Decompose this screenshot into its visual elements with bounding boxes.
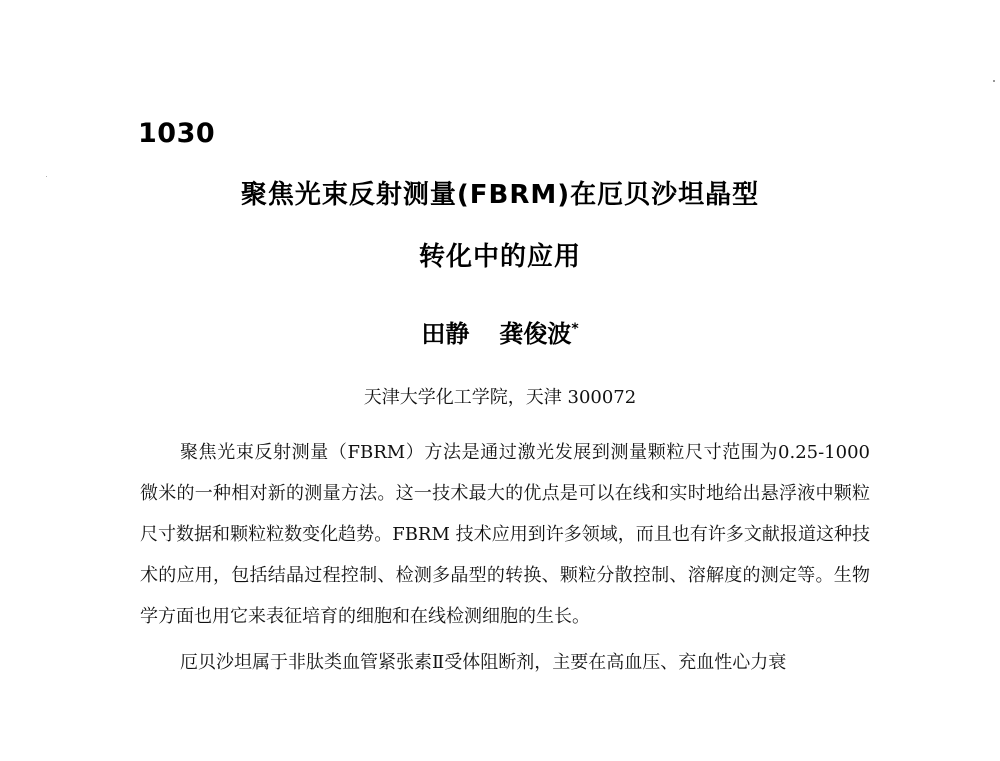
abstract-number: 1030 — [138, 118, 216, 149]
scan-speck — [46, 176, 47, 177]
scan-speck — [993, 80, 995, 82]
paper-title-line-2: 转化中的应用 — [418, 242, 581, 272]
body-paragraph: 厄贝沙坦属于非肽类血管紧张素Ⅱ受体阻断剂，主要在高血压、充血性心力衰 — [180, 652, 787, 673]
author-name: 龚俊波 — [499, 320, 572, 348]
abstract-body — [140, 432, 870, 688]
corresponding-author-mark: * — [571, 321, 579, 337]
paper-title-line-1: 聚焦光束反射测量(FBRM)在厄贝沙坦晶型 — [240, 180, 760, 210]
author-affiliation: 天津大学化工学院，天津 300072 — [363, 387, 637, 408]
author-name: 田静 — [421, 320, 470, 348]
author-list — [0, 316, 1000, 352]
body-paragraph: 聚焦光束反射测量（FBRM）方法是通过激光发展到测量颗粒尺寸范围为0.25-1000 微米的一种相对新的测量方法。这一技术最大的优点是可以在线和实时地给出悬浮液中颗粒尺寸数据和颗粒粒数变化趋势。FBRM 技术应用到许多领域，而且也有许多文献报道这种技术的应用，包括结晶过程控制、检测多晶型的转换、颗粒分散控制、溶解度的测定等。生物学方面也用它来表征培育的细胞和在线检测细胞的生长。 — [140, 442, 870, 627]
